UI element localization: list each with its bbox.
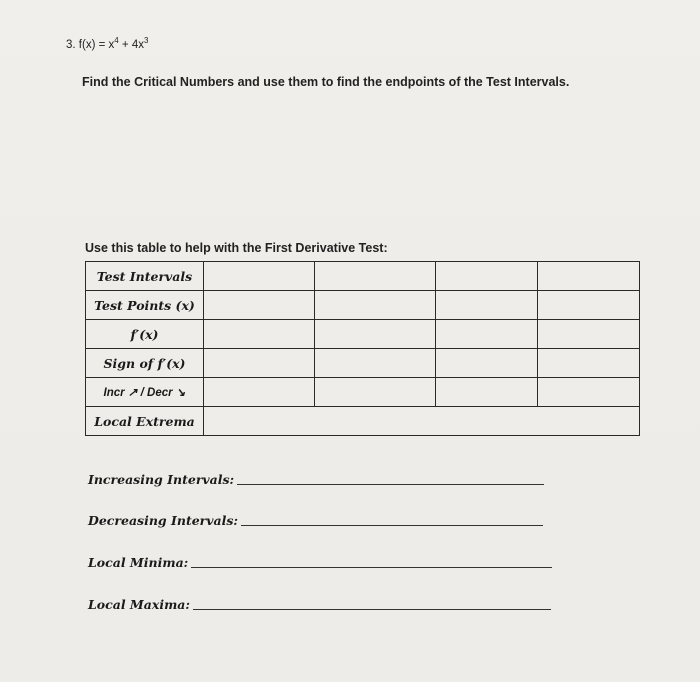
- table-cell[interactable]: [538, 349, 640, 378]
- decreasing-intervals-answer: [88, 513, 543, 528]
- exponent-2: 3: [143, 36, 149, 45]
- decreasing-intervals-blank[interactable]: [241, 524, 543, 526]
- increasing-intervals-label: Increasing Intervals:: [88, 472, 235, 487]
- table-cell[interactable]: [204, 262, 315, 291]
- table-row: [86, 407, 640, 436]
- decreasing-intervals-label: Decreasing Intervals:: [88, 513, 239, 528]
- table-cell[interactable]: [538, 291, 640, 320]
- table-cell[interactable]: [538, 262, 640, 291]
- table-row: [86, 262, 640, 291]
- problem-statement: [66, 36, 148, 51]
- row-label-local-extrema: Local Extrema: [86, 407, 204, 436]
- local-minima-blank[interactable]: [191, 566, 552, 568]
- increasing-intervals-answer: [88, 472, 544, 487]
- increasing-intervals-blank[interactable]: [237, 483, 544, 485]
- table-cell[interactable]: [538, 378, 640, 407]
- table-cell[interactable]: [436, 320, 538, 349]
- table-cell[interactable]: [315, 291, 436, 320]
- exponent-1: 4: [114, 36, 119, 45]
- table-cell[interactable]: [436, 378, 538, 407]
- first-derivative-table: [85, 261, 640, 436]
- table-cell[interactable]: [204, 349, 315, 378]
- table-row: [86, 378, 640, 407]
- table-caption: Use this table to help with the First Derivative Test:: [85, 241, 388, 255]
- local-maxima-label: Local Maxima:: [88, 597, 191, 612]
- table-row: [86, 349, 640, 378]
- table-cell[interactable]: [204, 378, 315, 407]
- problem-number: 3.: [66, 38, 76, 51]
- local-minima-label: Local Minima:: [88, 555, 189, 570]
- table-cell[interactable]: [204, 291, 315, 320]
- local-maxima-blank[interactable]: [193, 608, 551, 610]
- local-maxima-answer: [88, 597, 551, 612]
- table-cell[interactable]: [315, 262, 436, 291]
- local-minima-answer: [88, 555, 552, 570]
- table-cell-extrema[interactable]: [204, 407, 640, 436]
- table-cell[interactable]: [436, 291, 538, 320]
- table-cell[interactable]: [315, 320, 436, 349]
- row-label-test-points: Test Points (x): [86, 291, 204, 320]
- table-row: [86, 291, 640, 320]
- table-cell[interactable]: [436, 349, 538, 378]
- instruction-text: Find the Critical Numbers and use them to find the endpoints of the Test Intervals.: [82, 75, 570, 89]
- row-label-incr-decr: Incr ↗ / Decr ↘: [86, 378, 204, 407]
- row-label-sign: Sign of f′(x): [86, 349, 204, 378]
- function-prefix: f(x) = x: [78, 38, 115, 51]
- table-cell[interactable]: [204, 320, 315, 349]
- row-label-derivative: f′(x): [86, 320, 204, 349]
- function-middle: + 4x: [118, 38, 144, 51]
- table-cell[interactable]: [315, 378, 436, 407]
- table-cell[interactable]: [315, 349, 436, 378]
- table-cell[interactable]: [538, 320, 640, 349]
- table-cell[interactable]: [436, 262, 538, 291]
- table-row: [86, 320, 640, 349]
- row-label-test-intervals: Test Intervals: [86, 262, 204, 291]
